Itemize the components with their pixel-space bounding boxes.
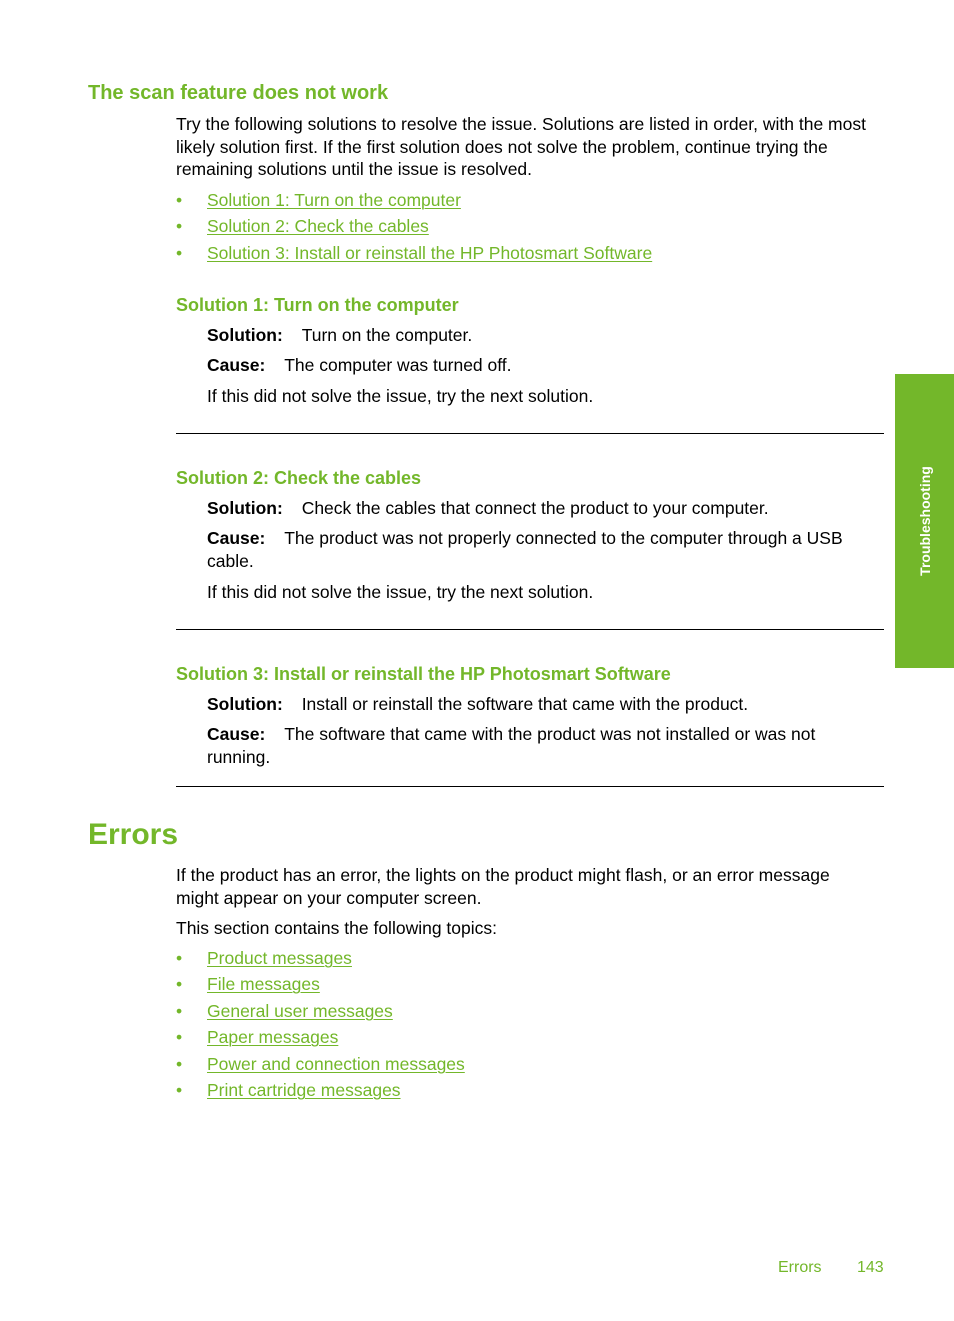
solution-3-cause xyxy=(207,723,815,768)
solution-label: Solution: xyxy=(207,325,283,345)
solution-3-heading: Solution 3: Install or reinstall the HP Photosmart Software xyxy=(176,664,671,684)
link-product-messages[interactable]: Product messages xyxy=(207,948,352,968)
solution-label: Solution: xyxy=(207,498,283,518)
link-solution-3[interactable]: Solution 3: Install or reinstall the HP Photosmart Software xyxy=(207,243,653,263)
solution-2-next: If this did not solve the issue, try the next solution. xyxy=(207,582,594,602)
solution-text: Install or reinstall the software that came with the product. xyxy=(301,694,749,714)
intro-line: Try the following solutions to resolve the issue. Solutions are listed in order, with the most xyxy=(176,114,866,134)
link-print-cartridge-messages[interactable]: Print cartridge messages xyxy=(207,1080,401,1100)
bullet: • xyxy=(176,948,183,968)
bullet: • xyxy=(176,1001,183,1021)
page-number: 143 xyxy=(857,1259,884,1276)
errors-title: Errors xyxy=(88,818,179,851)
divider xyxy=(176,629,884,630)
solution-1-heading: Solution 1: Turn on the computer xyxy=(176,295,459,315)
cause-label: Cause: xyxy=(207,355,266,375)
link-file-messages[interactable]: File messages xyxy=(207,974,320,994)
solution-1-next: If this did not solve the issue, try the next solution. xyxy=(207,386,594,406)
section-title: The scan feature does not work xyxy=(88,82,389,104)
solution-text: Turn on the computer. xyxy=(301,325,473,345)
solution-1-solution xyxy=(207,324,472,347)
solution-text: Check the cables that connect the product to your computer. xyxy=(301,498,769,518)
solution-label: Solution: xyxy=(207,694,283,714)
bullet: • xyxy=(176,1027,183,1047)
cause-label: Cause: xyxy=(207,528,266,548)
side-tab xyxy=(895,374,954,668)
intro-line: likely solution first. If the first solution does not solve the problem, continue trying the xyxy=(176,136,828,157)
bullet: • xyxy=(176,216,183,236)
solution-2-cause xyxy=(207,527,843,572)
cause-label: Cause: xyxy=(207,724,266,744)
cause-text: The computer was turned off. xyxy=(284,355,512,375)
cause-text: The software that came with the product was not installed or was not xyxy=(284,724,816,744)
divider xyxy=(176,433,884,434)
solution-1-cause xyxy=(207,354,512,377)
intro-paragraph xyxy=(176,113,866,181)
solution-3-solution xyxy=(207,693,748,716)
cause-text-continued: running. xyxy=(207,746,271,767)
errors-intro-line: might appear on your computer screen. xyxy=(176,887,482,908)
errors-intro xyxy=(176,864,830,909)
link-solution-1[interactable]: Solution 1: Turn on the computer xyxy=(207,190,461,210)
cause-text: The product was not properly connected to the computer through a USB xyxy=(284,528,843,548)
solution-2-solution xyxy=(207,497,769,520)
link-paper-messages[interactable]: Paper messages xyxy=(207,1027,339,1047)
topics-intro: This section contains the following topics: xyxy=(176,918,497,938)
link-general-user-messages[interactable]: General user messages xyxy=(207,1001,393,1021)
bullet: • xyxy=(176,974,183,994)
divider xyxy=(176,786,884,787)
link-power-connection-messages[interactable]: Power and connection messages xyxy=(207,1054,465,1074)
link-solution-2[interactable]: Solution 2: Check the cables xyxy=(207,216,429,236)
intro-line: remaining solutions until the issue is resolved. xyxy=(176,159,533,179)
bullet: • xyxy=(176,1054,183,1074)
side-tab-label: Troubleshooting xyxy=(916,466,933,576)
solution-2-heading: Solution 2: Check the cables xyxy=(176,468,422,488)
bullet: • xyxy=(176,243,183,263)
footer-section: Errors xyxy=(778,1259,822,1276)
bullet: • xyxy=(176,1080,183,1100)
cause-text-continued: cable. xyxy=(207,550,254,571)
errors-intro-line: If the product has an error, the lights on the product might flash, or an error message xyxy=(176,865,830,885)
bullet: • xyxy=(176,190,183,210)
